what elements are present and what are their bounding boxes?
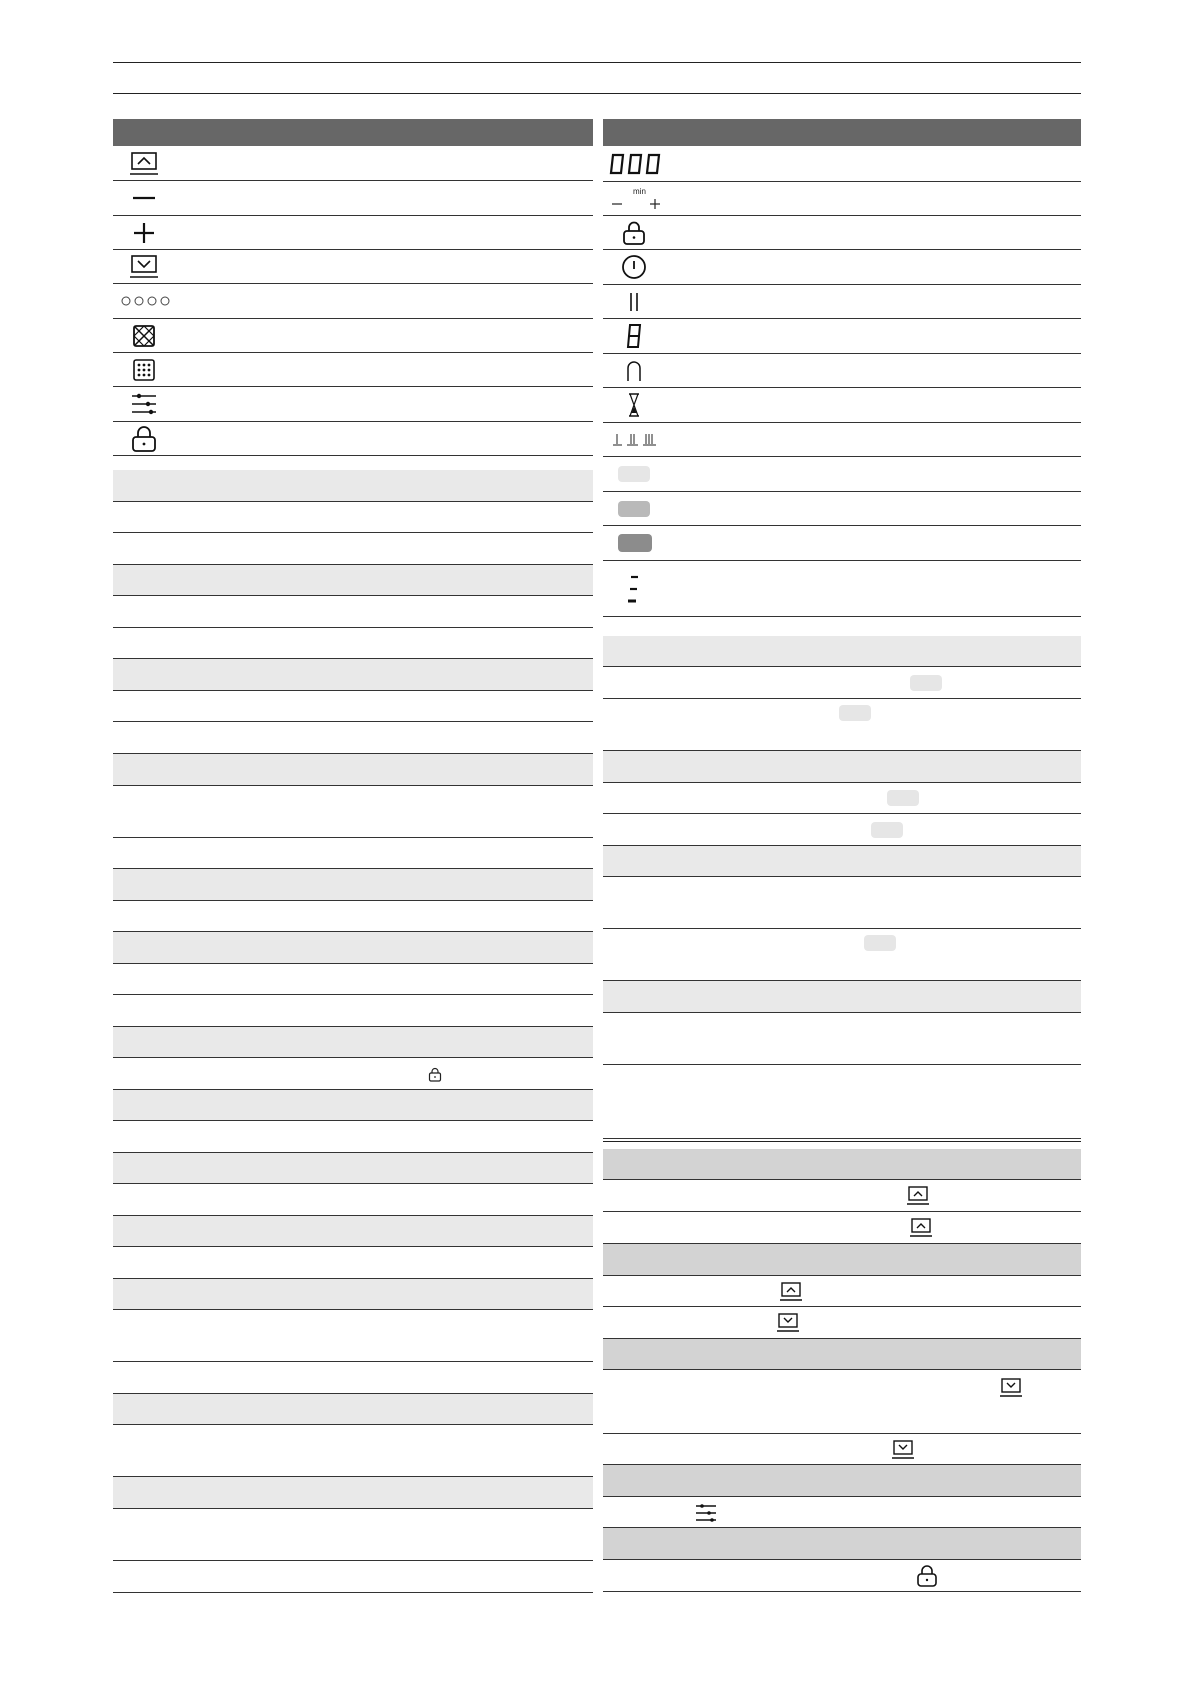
left-section-row xyxy=(113,754,593,786)
heat-levels-icon xyxy=(611,429,661,451)
right-table-header xyxy=(603,119,1081,146)
oven-bottom-icon xyxy=(129,253,159,281)
right-section-row xyxy=(603,636,1081,667)
left-text-row xyxy=(113,901,593,932)
left-symbol-row-6 xyxy=(113,319,593,353)
settings-sliders-icon xyxy=(129,390,159,418)
left-text-row xyxy=(113,1121,593,1153)
padlock-icon xyxy=(427,1066,443,1082)
light-swatch-icon xyxy=(864,935,896,951)
padlock-icon xyxy=(620,219,648,247)
right-symbol-row-8 xyxy=(603,388,1081,423)
left-text-row xyxy=(113,1184,593,1216)
left-symbol-row-7 xyxy=(113,353,593,387)
right-symbol-row-2 xyxy=(603,182,1081,216)
left-section-row xyxy=(113,1153,593,1184)
oven-top-icon xyxy=(129,150,159,178)
right-section-row xyxy=(603,1465,1081,1497)
min-minus-plus-icon xyxy=(608,184,664,214)
right-symbol-row-6 xyxy=(603,319,1081,354)
right-text-row xyxy=(603,667,1081,699)
left-section-row xyxy=(113,1090,593,1121)
left-text-row xyxy=(113,838,593,869)
left-text-row xyxy=(113,691,593,722)
right-section-row xyxy=(603,1339,1081,1370)
left-symbol-row-8 xyxy=(113,387,593,422)
left-text-row xyxy=(113,1509,593,1561)
left-symbol-row-5 xyxy=(113,284,593,319)
right-symbol-row-12 xyxy=(603,526,1081,561)
left-section-row xyxy=(113,1477,593,1509)
left-table-header xyxy=(113,119,593,146)
crossed-grid-icon xyxy=(129,322,159,350)
right-text-row xyxy=(603,1497,1081,1528)
padlock-icon xyxy=(129,424,159,454)
left-symbol-row-9 xyxy=(113,422,593,456)
oven-bottom-icon xyxy=(890,1438,916,1462)
right-symbol-row-1 xyxy=(603,147,1081,182)
settings-sliders-icon xyxy=(694,1502,718,1524)
right-text-row xyxy=(603,1307,1081,1339)
left-text-row xyxy=(113,995,593,1027)
four-circles-icon xyxy=(120,290,172,312)
second-rule xyxy=(113,93,1081,94)
right-symbol-row-10 xyxy=(603,457,1081,492)
light-swatch-icon xyxy=(887,790,919,806)
medium-swatch-icon xyxy=(618,501,650,517)
left-section-row xyxy=(113,1216,593,1247)
three-digit-display-icon xyxy=(608,150,664,178)
right-symbol-row-3 xyxy=(603,216,1081,250)
left-section-row xyxy=(113,932,593,964)
right-symbol-row-7 xyxy=(603,354,1081,388)
left-text-row xyxy=(113,1058,593,1090)
right-text-row xyxy=(603,1180,1081,1212)
right-section-row xyxy=(603,751,1081,783)
right-text-row xyxy=(603,929,1081,981)
pause-icon xyxy=(620,288,648,316)
left-section-row xyxy=(113,1279,593,1310)
oven-bottom-icon xyxy=(998,1376,1024,1400)
left-text-row xyxy=(113,533,593,565)
min-label: min xyxy=(633,187,646,196)
right-section-row xyxy=(603,981,1081,1013)
left-symbol-row-4 xyxy=(113,250,593,284)
right-text-row xyxy=(603,783,1081,814)
left-text-row xyxy=(113,964,593,995)
right-text-row xyxy=(603,1370,1081,1434)
left-text-row xyxy=(113,1310,593,1362)
light-swatch-icon xyxy=(871,822,903,838)
right-symbol-row-5 xyxy=(603,285,1081,319)
plus-icon xyxy=(129,219,159,247)
oven-bottom-icon xyxy=(775,1311,801,1335)
right-symbol-row-4 xyxy=(603,250,1081,285)
oven-top-icon xyxy=(778,1280,804,1304)
left-symbol-row-1 xyxy=(113,147,593,181)
left-text-row xyxy=(113,1362,593,1394)
right-double-rule xyxy=(603,1141,1081,1142)
left-text-row xyxy=(113,628,593,659)
right-section-row xyxy=(603,1149,1081,1180)
right-text-row xyxy=(603,1276,1081,1307)
left-section-row xyxy=(113,1394,593,1425)
right-symbol-row-13 xyxy=(603,561,1081,617)
right-text-row xyxy=(603,1212,1081,1244)
left-section-row xyxy=(113,565,593,596)
power-icon xyxy=(620,253,648,281)
oven-top-icon xyxy=(908,1216,934,1240)
right-text-row xyxy=(603,1434,1081,1465)
right-text-row xyxy=(603,1065,1081,1139)
left-section-row xyxy=(113,659,593,691)
left-section-row xyxy=(113,869,593,901)
dot-grid-icon xyxy=(129,356,159,384)
right-text-row xyxy=(603,1013,1081,1065)
arch-icon xyxy=(620,357,648,385)
left-section-row xyxy=(113,470,593,502)
padlock-icon xyxy=(914,1563,940,1589)
light-swatch-icon xyxy=(839,705,871,721)
light-swatch-icon xyxy=(618,466,650,482)
left-section-row xyxy=(113,1027,593,1058)
right-section-row xyxy=(603,1244,1081,1276)
left-text-row xyxy=(113,1425,593,1477)
left-text-row xyxy=(113,1247,593,1279)
right-symbol-row-11 xyxy=(603,492,1081,526)
minus-icon xyxy=(129,184,159,212)
light-swatch-icon xyxy=(910,675,942,691)
right-section-row xyxy=(603,1528,1081,1560)
left-text-row xyxy=(113,502,593,533)
left-symbol-row-3 xyxy=(113,216,593,250)
hourglass-icon xyxy=(620,391,648,419)
top-rule xyxy=(113,62,1081,63)
right-text-row xyxy=(603,877,1081,929)
dark-swatch-icon xyxy=(618,534,652,552)
segment-eight-icon xyxy=(620,322,648,350)
level-bars-icon xyxy=(623,571,643,607)
left-text-row xyxy=(113,786,593,838)
oven-top-icon xyxy=(905,1184,931,1208)
right-text-row xyxy=(603,814,1081,846)
right-symbol-row-9 xyxy=(603,423,1081,457)
right-text-row xyxy=(603,1560,1081,1592)
left-symbol-row-2 xyxy=(113,181,593,216)
left-text-row xyxy=(113,596,593,628)
left-text-row xyxy=(113,722,593,754)
right-section-row xyxy=(603,846,1081,877)
left-text-row xyxy=(113,1561,593,1593)
right-text-row xyxy=(603,699,1081,751)
